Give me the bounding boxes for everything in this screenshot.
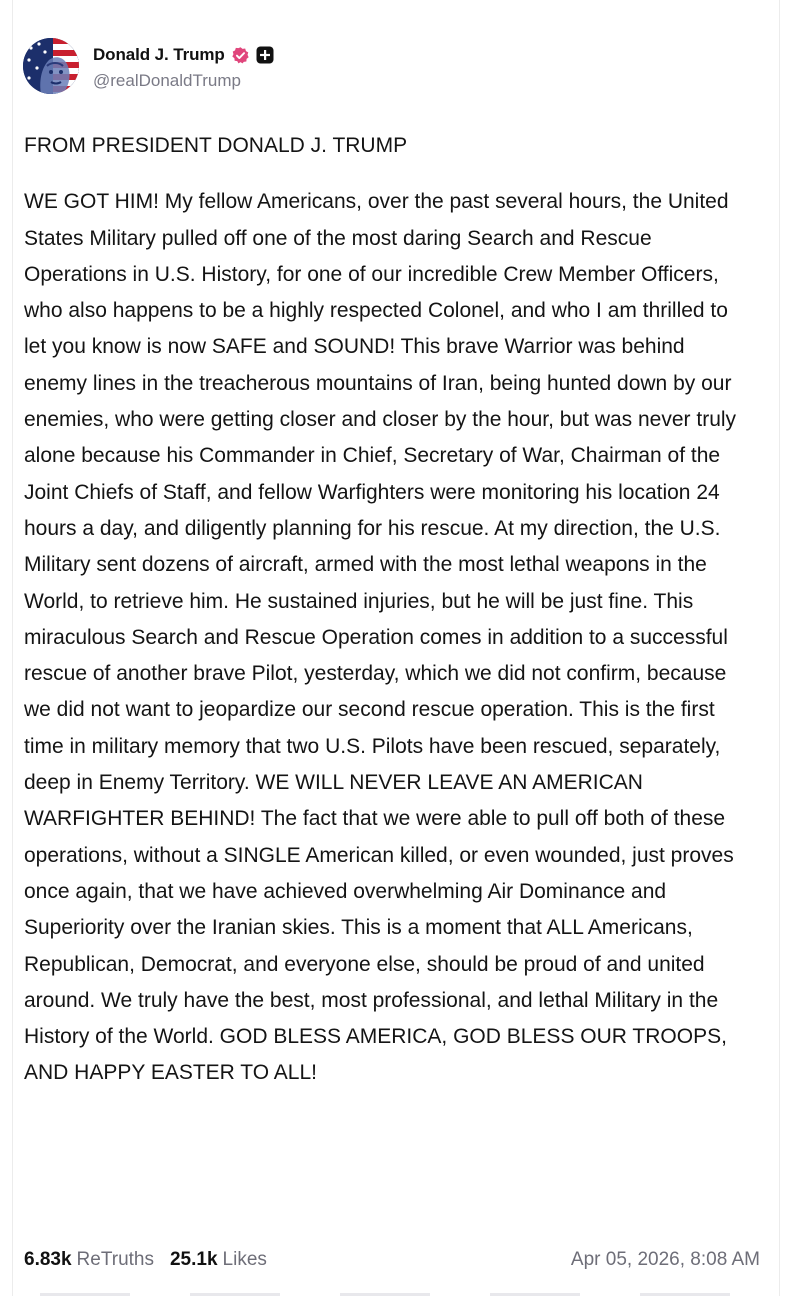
- author-avatar[interactable]: [23, 38, 79, 94]
- verified-badge-icon: [231, 46, 250, 65]
- likes-label: Likes: [222, 1249, 267, 1270]
- plus-badge-icon: [256, 46, 274, 64]
- flag-portrait-avatar-icon: [23, 38, 79, 94]
- likes-stat[interactable]: [170, 1249, 267, 1271]
- post-body-text: WE GOT HIM! My fellow Americans, over the past several hours, the United States Military pulled off one of the most daring Search and Rescue Operations in U.S. History, for one of our incredible Crew Member Officers, who also happens to be a highly respected Colonel, and who I am thrilled to let you know is now SAFE and SOUND! This brave Warrior was behind enemy lines in the treacherous mountains of Iran, being hunted down by our enemies, who were getting closer and closer by the hour, but was never truly alone because his Commander in Chief, Secretary of War, Chairman of the Joint Chiefs of Staff, and fellow Warfighters were monitoring his location 24 hours a day, and diligently planning for his rescue. At my direction, the U.S. Military sent dozens of aircraft, armed with the most lethal weapons in the World, to retrieve him. He sustained injuries, but he will be just fine. This miraculous Search and Rescue Operation comes in addition to a successful rescue of another brave Pilot, yesterday, which we did not confirm, because we did not want to jeopardize our second rescue operation. This is the first time in military memory that two U.S. Pilots have been rescued, separately, deep in Enemy Territory. WE WILL NEVER LEAVE AN AMERICAN WARFIGHTER BEHIND! The fact that we were able to pull off both of these operations, without a SINGLE American killed, or even wounded, just proves once again, that we have achieved overwhelming Air Dominance and Superiority over the Iranian skies. This is a moment that ALL Americans, Republican, Democrat, and everyone else, should be proud of and united around. We truly have the best, most professional, and lethal Military in the History of the World. GOD BLESS AMERICA, GOD BLESS OUR TROOPS, AND HAPPY EASTER TO ALL!: [24, 190, 737, 1085]
- retruths-count: 6.83k: [24, 1249, 72, 1270]
- post-lead-line: FROM PRESIDENT DONALD J. TRUMP: [24, 134, 408, 157]
- author-names: [93, 41, 274, 91]
- post-content: [24, 128, 752, 1092]
- post-timestamp[interactable]: Apr 05, 2026, 8:08 AM: [570, 1249, 760, 1270]
- author-handle[interactable]: @realDonaldTrump: [93, 71, 241, 90]
- likes-count: 25.1k: [169, 1249, 218, 1270]
- post-footer: [24, 1244, 760, 1276]
- retruths-stat[interactable]: [24, 1249, 154, 1271]
- retruths-label: ReTruths: [76, 1249, 154, 1270]
- post-header: [23, 38, 274, 94]
- author-display-name[interactable]: Donald J. Trump: [93, 45, 225, 64]
- author-name-row: [93, 41, 274, 69]
